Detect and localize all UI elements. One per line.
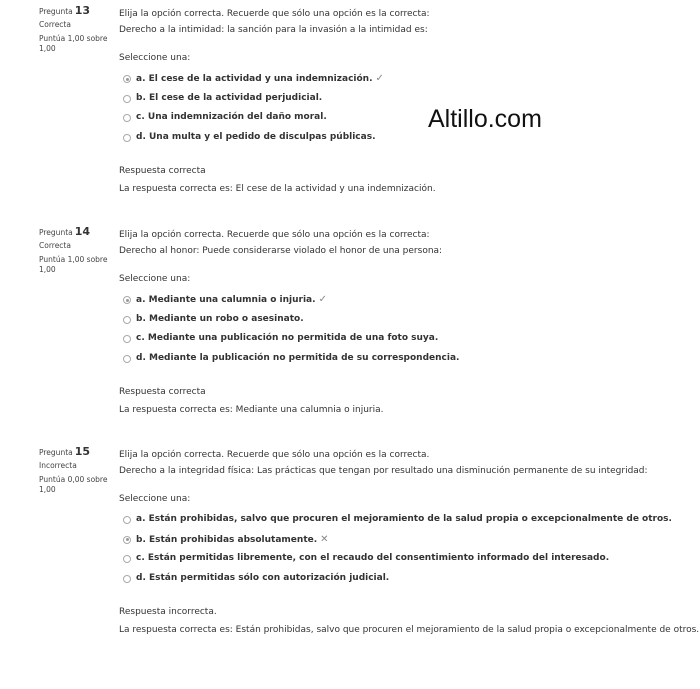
- select-label: Seleccione una:: [119, 494, 191, 504]
- answer-options: [119, 290, 694, 368]
- checkmark-icon: ✓: [375, 73, 384, 84]
- answer-option[interactable]: [119, 128, 694, 148]
- radio-icon[interactable]: [123, 575, 131, 583]
- answer-option[interactable]: [119, 290, 694, 310]
- question-number: 13: [74, 4, 91, 17]
- feedback-answer: La respuesta correcta es: Están prohibidas, salvo que procuren el mejoramiento de la salud propia o excepcionalmente de otros.: [119, 625, 700, 635]
- question-state: Correcta: [39, 20, 71, 29]
- radio-selected-icon[interactable]: [123, 296, 131, 304]
- answer-option[interactable]: [119, 108, 694, 128]
- question-number: 15: [74, 445, 91, 458]
- question-content: [119, 447, 700, 637]
- question-state: Incorrecta: [39, 461, 77, 470]
- answer-option[interactable]: [119, 69, 694, 89]
- question-label: Pregunta: [39, 228, 73, 237]
- question-grade: Puntúa 1,00 sobre 1,00: [39, 34, 108, 53]
- answer-option[interactable]: [119, 510, 694, 530]
- option-label: c. Una indemnización del daño moral.: [136, 112, 327, 122]
- feedback-title: Respuesta correcta: [119, 166, 206, 176]
- cross-icon: ✕: [320, 533, 329, 545]
- feedback-answer: La respuesta correcta es: Mediante una calumnia o injuria.: [119, 405, 384, 415]
- answer-option[interactable]: [119, 89, 694, 109]
- radio-selected-icon[interactable]: [123, 536, 131, 544]
- radio-icon[interactable]: [123, 316, 131, 324]
- option-label: a. Mediante una calumnia o injuria.: [136, 295, 316, 305]
- radio-icon[interactable]: [123, 555, 131, 563]
- question-prompt: Derecho al honor: Puede considerarse violado el honor de una persona:: [119, 246, 443, 256]
- question-prompt: Derecho a la intimidad: la sanción para la invasión a la intimidad es:: [119, 25, 428, 35]
- question-info: [39, 227, 115, 275]
- answer-option[interactable]: [119, 569, 694, 589]
- radio-icon[interactable]: [123, 95, 131, 103]
- question-info: [39, 6, 115, 54]
- question-label: Pregunta: [39, 448, 73, 457]
- question-prompt: Derecho a la integridad física: Las prácticas que tengan por resultado una disminución permanente de su integridad:: [119, 466, 648, 476]
- watermark: Altillo.com: [428, 105, 542, 133]
- radio-selected-icon[interactable]: [123, 75, 131, 83]
- feedback-answer: La respuesta correcta es: El cese de la actividad y una indemnización.: [119, 184, 436, 194]
- option-label: c. Están permitidas libremente, con el recaudo del consentimiento informado del interesado.: [136, 553, 610, 563]
- answer-option[interactable]: [119, 349, 694, 369]
- select-label: Seleccione una:: [119, 53, 191, 63]
- radio-icon[interactable]: [123, 516, 131, 524]
- question-instruction: Elija la opción correcta. Recuerde que sólo una opción es la correcta:: [119, 9, 430, 19]
- question-instruction: Elija la opción correcta. Recuerde que sólo una opción es la correcta.: [119, 450, 430, 460]
- option-label: d. Están permitidas sólo con autorización judicial.: [136, 572, 390, 583]
- option-label: a. El cese de la actividad y una indemnización.: [136, 74, 373, 84]
- question-grade: Puntúa 0,00 sobre 1,00: [39, 475, 108, 494]
- answer-option[interactable]: [119, 310, 694, 330]
- question-info: [39, 447, 115, 495]
- option-label: b. Mediante un robo o asesinato.: [136, 313, 304, 324]
- option-label: b. Están prohibidas absolutamente.: [136, 534, 318, 545]
- checkmark-icon: ✓: [318, 294, 327, 305]
- answer-options: [119, 510, 694, 588]
- radio-icon[interactable]: [123, 114, 131, 122]
- radio-icon[interactable]: [123, 355, 131, 363]
- answer-option[interactable]: [119, 549, 694, 569]
- feedback-title: Respuesta correcta: [119, 387, 206, 397]
- question-label: Pregunta: [39, 7, 73, 16]
- option-label: a. Están prohibidas, salvo que procuren el mejoramiento de la salud propia o excepcionalmente de otros.: [136, 514, 672, 524]
- select-label: Seleccione una:: [119, 274, 191, 284]
- radio-icon[interactable]: [123, 335, 131, 343]
- question-number-line: [39, 6, 115, 17]
- option-label: c. Mediante una publicación no permitida de una foto suya.: [136, 333, 439, 343]
- answer-options: [119, 69, 694, 147]
- question-number-line: [39, 447, 115, 458]
- question-instruction: Elija la opción correcta. Recuerde que sólo una opción es la correcta:: [119, 230, 430, 240]
- option-label: d. Mediante la publicación no permitida de su correspondencia.: [136, 352, 460, 363]
- option-label: b. El cese de la actividad perjudicial.: [136, 92, 323, 103]
- question-content: [119, 6, 694, 196]
- answer-option[interactable]: [119, 530, 694, 550]
- radio-icon[interactable]: [123, 134, 131, 142]
- question-state: Correcta: [39, 241, 71, 250]
- question-number: 14: [74, 225, 91, 238]
- question-content: [119, 227, 694, 417]
- option-label: d. Una multa y el pedido de disculpas públicas.: [136, 131, 376, 142]
- feedback-title: Respuesta incorrecta.: [119, 607, 217, 617]
- answer-option[interactable]: [119, 329, 694, 349]
- question-number-line: [39, 227, 115, 238]
- question-grade: Puntúa 1,00 sobre 1,00: [39, 255, 108, 274]
